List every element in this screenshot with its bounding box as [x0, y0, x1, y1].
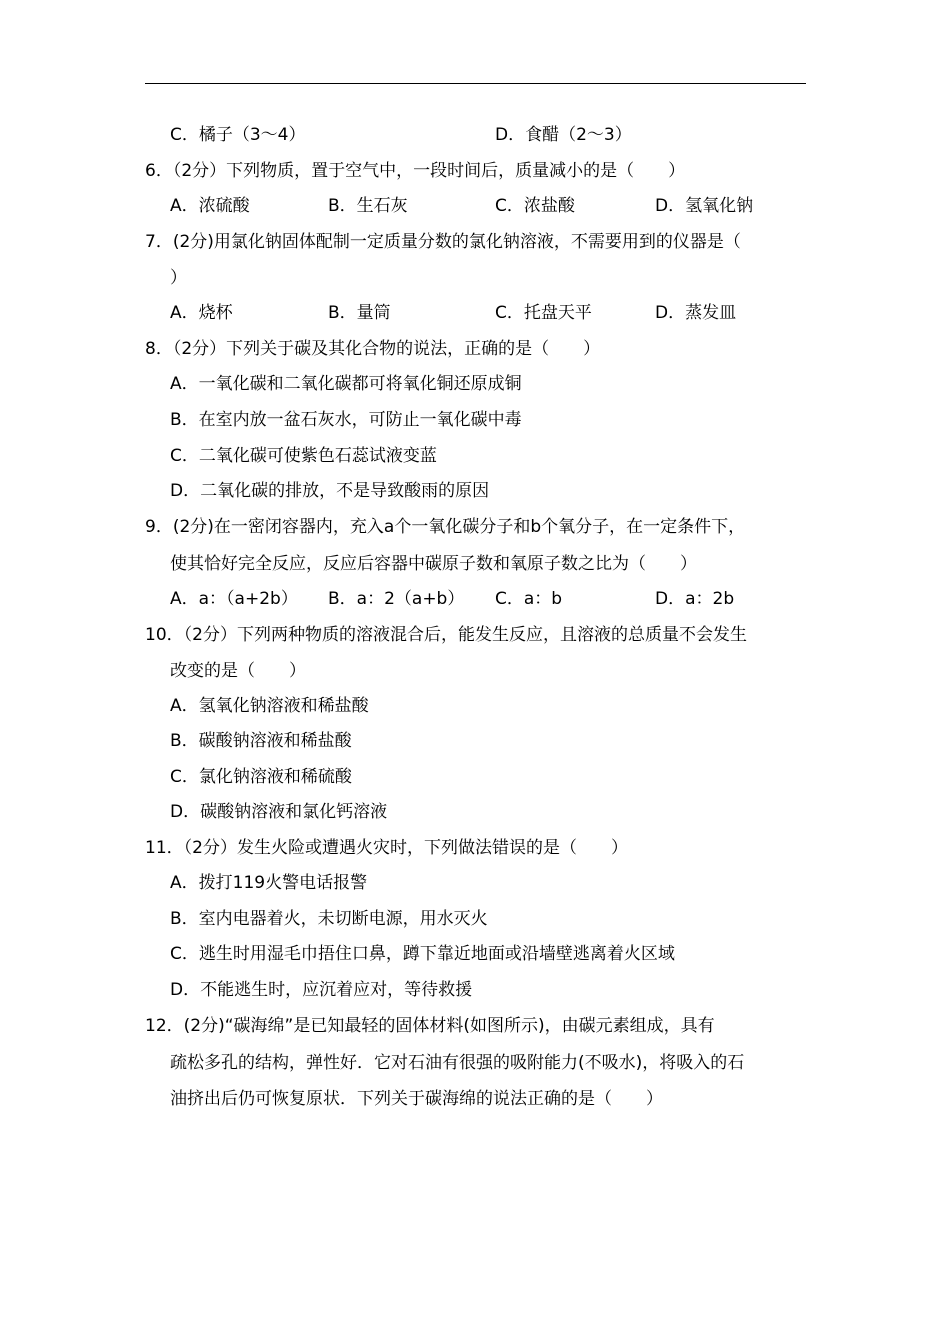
question-7: 7．(2分)用氯化钠固体配制一定质量分数的氯化钠溶液，不需要用到的仪器是（	[145, 232, 741, 252]
q6-option-d: D．氢氧化钠	[655, 196, 754, 216]
q11-option-a: A．拨打119火警电话报警	[170, 873, 368, 893]
question-6: 6．（2分）下列物质，置于空气中，一段时间后，质量减小的是（ ）	[145, 161, 686, 181]
question-12: 12．(2分)“碳海绵”是已知最轻的固体材料(如图所示)，由碳元素组成，具有	[145, 1016, 715, 1036]
question-10: 10．（2分）下列两种物质的溶液混合后，能发生反应，且溶液的总质量不会发生	[145, 625, 747, 645]
q8-option-c: C．二氧化碳可使紫色石蕊试液变蓝	[170, 446, 437, 466]
q6-option-a: A．浓硫酸	[170, 196, 250, 216]
q8-option-a: A．一氧化碳和二氧化碳都可将氧化铜还原成铜	[170, 374, 522, 394]
q5-option-d: D．食醋（2～3）	[495, 125, 632, 145]
q9-option-a: A．a：（a+2b）	[170, 589, 298, 609]
header-rule	[145, 83, 806, 84]
q9-option-c: C．a：b	[495, 589, 563, 609]
q11-option-c: C．逃生时用湿毛巾捂住口鼻，蹲下靠近地面或沿墙壁逃离着火区域	[170, 944, 675, 964]
q11-option-b: B．室内电器着火，未切断电源，用水灭火	[170, 909, 488, 929]
q10-option-a: A．氢氧化钠溶液和稀盐酸	[170, 696, 369, 716]
q8-option-b: B．在室内放一盆石灰水，可防止一氧化碳中毒	[170, 410, 522, 430]
question-9-cont: 使其恰好完全反应，反应后容器中碳原子数和氧原子数之比为（ ）	[170, 554, 697, 574]
question-10-cont: 改变的是（ ）	[170, 661, 306, 681]
q5-option-c: C．橘子（3～4）	[170, 125, 306, 145]
q8-option-d: D．二氧化碳的排放，不是导致酸雨的原因	[170, 481, 490, 501]
q11-option-d: D．不能逃生时，应沉着应对，等待救援	[170, 980, 473, 1000]
q6-option-c: C．浓盐酸	[495, 196, 575, 216]
question-9: 9．(2分)在一密闭容器内，充入a个一氧化碳分子和b个氧分子，在一定条件下，	[145, 517, 746, 537]
question-8: 8．（2分）下列关于碳及其化合物的说法，正确的是（ ）	[145, 339, 601, 359]
q7-option-b: B．量筒	[328, 303, 391, 323]
q7-option-a: A．烧杯	[170, 303, 233, 323]
q10-option-c: C．氯化钠溶液和稀硫酸	[170, 767, 352, 787]
q7-option-c: C．托盘天平	[495, 303, 592, 323]
question-7-cont: ）	[170, 268, 187, 288]
q10-option-b: B．碳酸钠溶液和稀盐酸	[170, 731, 352, 751]
q7-option-d: D．蒸发皿	[655, 303, 737, 323]
question-12-cont-1: 疏松多孔的结构，弹性好．它对石油有很强的吸附能力(不吸水)，将吸入的石	[170, 1053, 745, 1073]
question-12-cont-2: 油挤出后仍可恢复原状．下列关于碳海绵的说法正确的是（ ）	[170, 1089, 663, 1109]
q9-option-b: B．a：2（a+b）	[328, 589, 465, 609]
q6-option-b: B．生石灰	[328, 196, 408, 216]
q10-option-d: D．碳酸钠溶液和氯化钙溶液	[170, 802, 388, 822]
question-11: 11．（2分）发生火险或遭遇火灾时，下列做法错误的是（ ）	[145, 838, 628, 858]
q9-option-d: D．a：2b	[655, 589, 735, 609]
